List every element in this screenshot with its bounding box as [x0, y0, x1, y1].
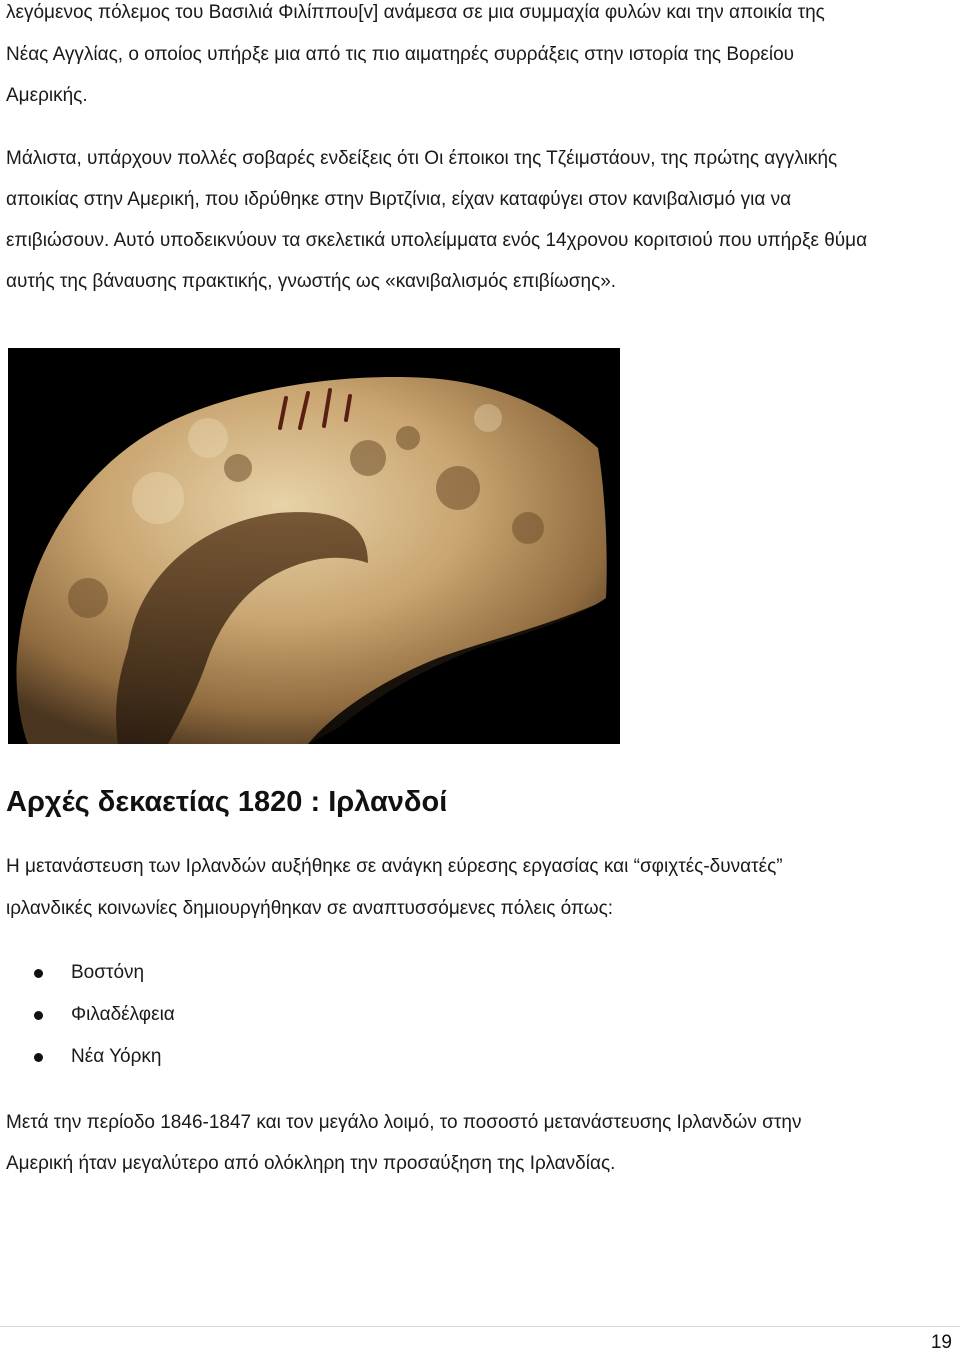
bullet-icon [34, 1053, 43, 1062]
paragraph2-line-3: επιβιώσουν. Αυτό υποδεικνύουν τα σκελετικά υπολείμματα ενός 14χρονου κοριτσιού που υπήρξε θύμα [6, 230, 868, 251]
footer-divider [0, 1326, 960, 1327]
paragraph2-line-1: Μάλιστα, υπάρχουν πολλές σοβαρές ενδείξεις ότι Οι έποικοι της Τζέιμστάουν, της πρώτης αγγλικής [6, 148, 838, 169]
bullet-icon [34, 969, 43, 978]
paragraph1-line-2: Νέας Αγγλίας, ο οποίος υπήρξε μια από τις πιο αιματηρές συρράξεις στην ιστορία της Βορείου [6, 44, 795, 65]
paragraph1-line-3: Αμερικής. [6, 85, 88, 106]
section-intro-line-1: Η μετανάστευση των Ιρλανδών αυξήθηκε σε ανάγκη εύρεσης εργασίας και “σφιχτές-δυνατές” [6, 856, 783, 877]
paragraph2-line-2: αποικίας στην Αμερική, που ιδρύθηκε στην Βιρτζίνια, είχαν καταφύγει στον κανιβαλισμό για να [6, 189, 792, 210]
paragraph2-line-4: αυτής της βάναυσης πρακτικής, γνωστής ως «κανιβαλισμός επιβίωσης». [6, 271, 617, 292]
list-item: Φιλαδέλφεια [71, 1004, 175, 1025]
section-intro-line-2: ιρλανδικές κοινωνίες δημιουργήθηκαν σε αναπτυσσόμενες πόλεις όπως: [6, 898, 614, 919]
list-item: Νέα Υόρκη [71, 1046, 162, 1067]
closing-line-2: Αμερική ήταν μεγαλύτερο από ολόκληρη την προσαύξηση της Ιρλανδίας. [6, 1153, 616, 1174]
page-number: 19 [930, 1332, 952, 1353]
list-item: Βοστόνη [71, 962, 145, 983]
skull-photo [8, 348, 620, 744]
closing-line-1: Μετά την περίοδο 1846-1847 και τον μεγάλο λοιμό, το ποσοστό μετανάστευσης Ιρλανδών στην [6, 1112, 802, 1133]
paragraph1-line-1: λεγόμενος πόλεμος του Βασιλιά Φιλίππου[v] ανάμεσα σε μια συμμαχία φυλών και την αποικία της [6, 2, 825, 23]
bullet-icon [34, 1011, 43, 1020]
skull-illustration [8, 348, 620, 744]
section-heading: Αρχές δεκαετίας 1820 : Ιρλανδοί [6, 786, 448, 818]
